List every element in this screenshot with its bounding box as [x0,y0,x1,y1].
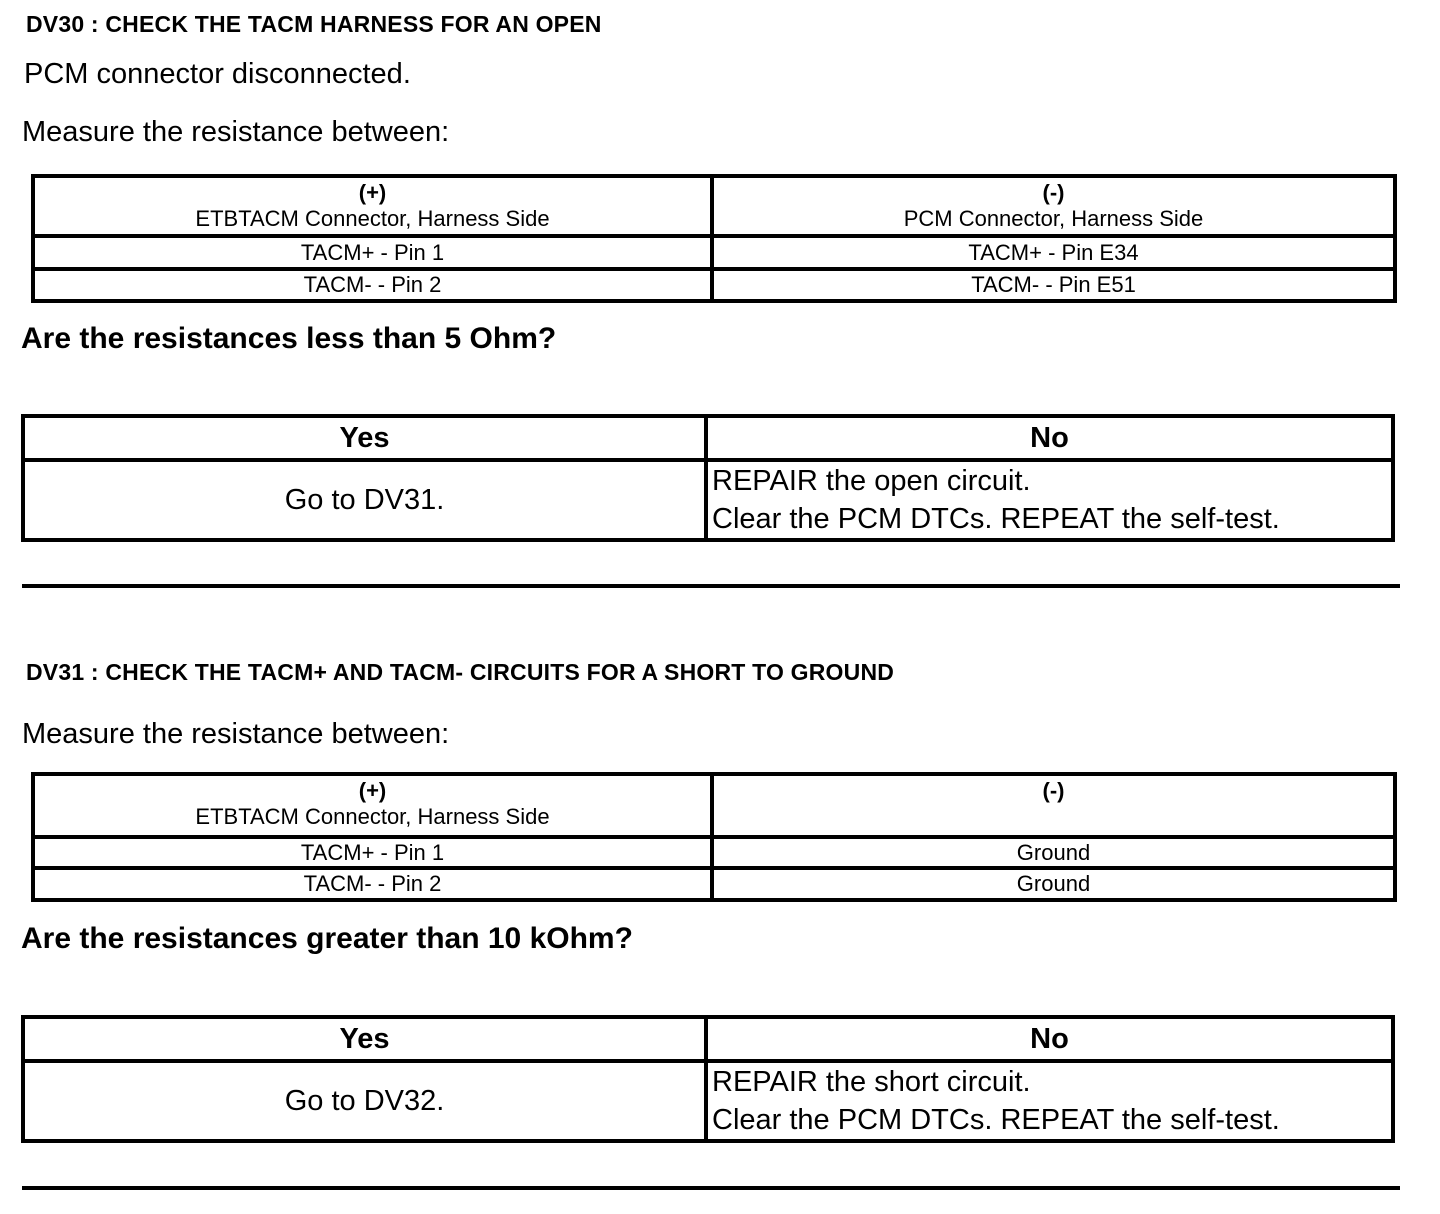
dv30-step-measure: Measure the resistance between: [22,116,450,148]
dv31-plus-header [33,774,712,837]
dv30-decision-table [21,414,1395,542]
table-row [33,837,1395,868]
dv30-minus-label: PCM Connector, Harness Side [903,206,1204,231]
dv31-plus-label: ETBTACM Connector, Harness Side [195,804,550,829]
table-row [33,868,1395,900]
dv30-plus-symbol: (+) [358,180,387,205]
dv30-no-line2: Clear the PCM DTCs. REPEAT the self-test. [712,503,1280,535]
dv30-yes-header: Yes [23,416,706,460]
dv31-row1-plus: TACM+ - Pin 1 [33,837,712,868]
dv30-title: DV30 : CHECK THE TACM HARNESS FOR AN OPEN [26,11,602,37]
dv30-question: Are the resistances less than 5 Ohm? [21,322,557,355]
dv31-decision-header-row [23,1017,1393,1061]
dv30-step-pcm-disconnected: PCM connector disconnected. [24,58,411,90]
dv31-no-line2: Clear the PCM DTCs. REPEAT the self-test. [712,1104,1280,1136]
dv31-yes-action: Go to DV32. [23,1061,706,1141]
dv31-row2-minus: Ground [712,868,1395,900]
dv31-no-action [706,1061,1393,1141]
dv30-minus-symbol: (-) [1042,180,1065,205]
dv30-plus-header [33,176,712,236]
dv30-row2-minus: TACM- - Pin E51 [712,269,1395,301]
dv31-measurement-table [31,772,1397,902]
section-divider [22,1186,1400,1190]
dv30-row2-plus: TACM- - Pin 2 [33,269,712,301]
dv30-minus-header [712,176,1395,236]
dv31-question: Are the resistances greater than 10 kOhm? [21,922,633,955]
dv30-decision-row [23,460,1393,540]
table-row [33,269,1395,301]
dv30-row1-plus: TACM+ - Pin 1 [33,236,712,269]
dv30-no-header: No [706,416,1393,460]
dv31-step-measure: Measure the resistance between: [22,718,450,750]
section-divider [22,584,1400,588]
dv31-minus-symbol: (-) [1042,778,1065,803]
dv30-row1-minus: TACM+ - Pin E34 [712,236,1395,269]
dv31-title: DV31 : CHECK THE TACM+ AND TACM- CIRCUITS FOR A SHORT TO GROUND [26,659,895,685]
dv31-measurement-header-row [33,774,1395,837]
dv30-yes-action: Go to DV31. [23,460,706,540]
dv31-row2-plus: TACM- - Pin 2 [33,868,712,900]
dv31-minus-header [712,774,1395,837]
dv30-measurement-table [31,174,1397,303]
dv30-measurement-header-row [33,176,1395,236]
dv30-plus-label: ETBTACM Connector, Harness Side [195,206,550,231]
dv31-no-header: No [706,1017,1393,1061]
dv31-yes-header: Yes [23,1017,706,1061]
dv30-no-action [706,460,1393,540]
table-row [33,236,1395,269]
dv30-no-line1: REPAIR the open circuit. [712,465,1031,497]
dv31-decision-table [21,1015,1395,1143]
dv31-no-line1: REPAIR the short circuit. [712,1066,1031,1098]
dv30-decision-header-row [23,416,1393,460]
dv31-row1-minus: Ground [712,837,1395,868]
dv31-plus-symbol: (+) [358,778,387,803]
dv31-decision-row [23,1061,1393,1141]
